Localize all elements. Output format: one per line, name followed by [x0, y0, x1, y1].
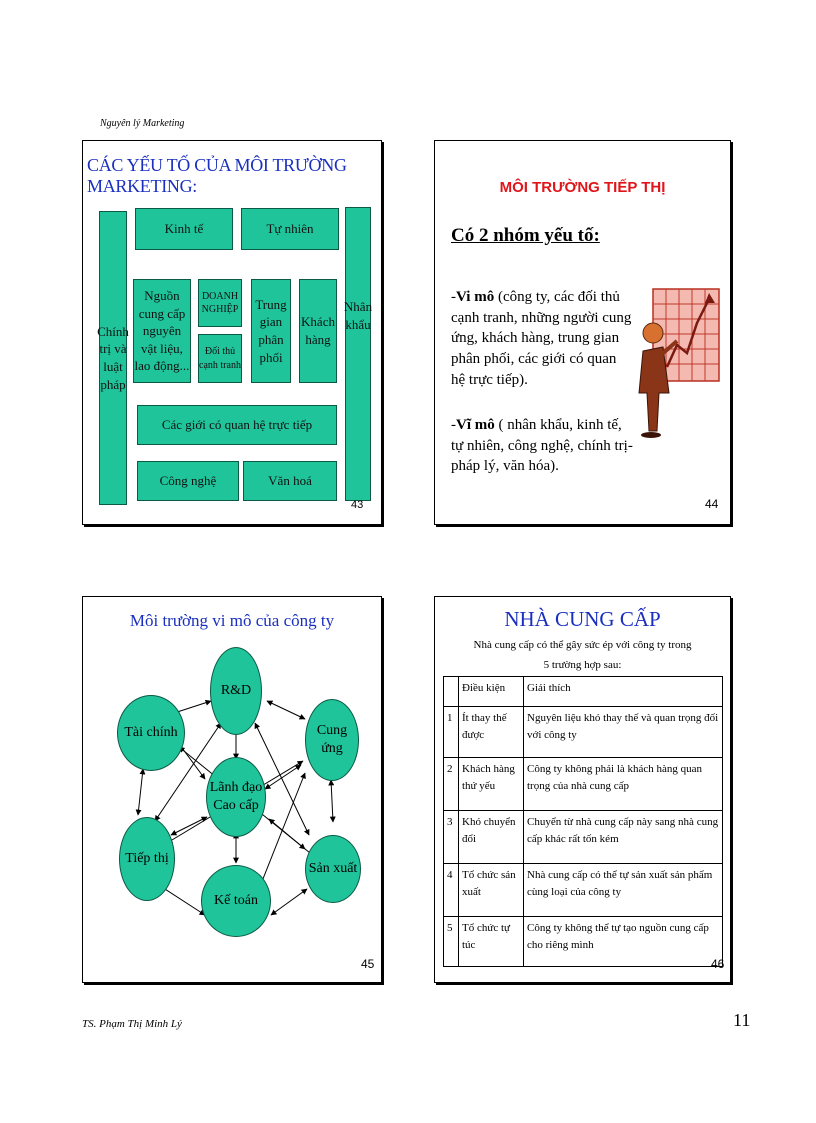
label-macro: Vĩ mô [456, 417, 495, 433]
table-cell: 3 [444, 811, 459, 864]
box-technology: Công nghệ [137, 461, 239, 501]
page-header: Nguyên lý Marketing [100, 118, 185, 129]
header-cell: Điều kiện [459, 677, 524, 707]
box-nature: Tự nhiên [241, 208, 339, 250]
page-number: 11 [733, 1010, 751, 1030]
slide-suppliers [434, 596, 731, 983]
label-micro: Vi mô [456, 289, 495, 305]
slide-marketing-environment-factors [82, 140, 382, 525]
table-row [444, 864, 723, 917]
slide-title: NHÀ CUNG CẤP [504, 607, 661, 631]
table-cell: Công ty không thể tự tạo nguồn cung cấp cho riêng mình [524, 917, 723, 967]
text-macro: ( nhân khẩu, kinh tế, tự nhiên, công nghệ, chính trị- pháp lý, văn hóa). [451, 417, 633, 475]
table-cell: Khách hàng thứ yếu [459, 758, 524, 811]
table-cell: Chuyển từ nhà cung cấp này sang nhà cung cấp khác rất tốn kém [524, 811, 723, 864]
box-intermediaries: Trung gian phân phối [251, 279, 291, 383]
table-header-row [444, 677, 723, 707]
supplier-conditions-table [443, 676, 723, 967]
node-supply: Cung ứng [305, 699, 359, 781]
node-production: Sản xuất [305, 835, 361, 903]
table-cell: Tổ chức sản xuất [459, 864, 524, 917]
text-micro: (công ty, các đối thủ cạnh tranh, những người cung ứng, khách hàng, trung gian phân phối, các giới có quan hệ trực tiếp). [451, 289, 632, 388]
node-top-management: Lãnh đạo Cao cấp [206, 757, 266, 837]
node-finance: Tài chính [117, 695, 185, 771]
table-cell: Tổ chức tự túc [459, 917, 524, 967]
table-row [444, 707, 723, 758]
table-cell: 5 [444, 917, 459, 967]
slide-marketing-environment [434, 140, 731, 525]
table-cell: Nhà cung cấp có thể tự sản xuất sản phẩm cùng loại của công ty [524, 864, 723, 917]
page-footer: TS. Phạm Thị Minh Lý [82, 1018, 182, 1030]
node-marketing: Tiếp thị [119, 817, 175, 901]
table-cell: 4 [444, 864, 459, 917]
table-row [444, 917, 723, 967]
slide-number: 44 [705, 497, 719, 511]
header-cell: Giải thích [524, 677, 723, 707]
paragraph-macro: -Vĩ mô ( nhân khẩu, kinh tế, tự nhiên, công nghệ, chính trị- pháp lý, văn hóa). [451, 417, 633, 475]
table-cell: Ít thay thế được [459, 707, 524, 758]
slide-title: Môi trường vi mô của công ty [129, 611, 335, 630]
slide-number: 45 [361, 957, 375, 971]
paragraph-micro: -Vi mô (công ty, các đối thủ cạnh tranh, những người cung ứng, khách hàng, trung gian phân phối, các giới có quan hệ trực tiếp). [451, 289, 632, 388]
table-cell: 2 [444, 758, 459, 811]
table-cell: Khó chuyển đổi [459, 811, 524, 864]
slide-title: MÔI TRƯỜNG TIẾP THỊ [499, 179, 666, 196]
presenter-chart-illustration [633, 281, 725, 441]
box-suppliers: Nguồn cung cấp nguyên vật liệu, lao động... [133, 279, 191, 383]
box-competitors: Đối thủ cạnh tranh [198, 334, 242, 383]
box-culture: Văn hoá [243, 461, 337, 501]
node-accounting: Kế toán [201, 865, 271, 937]
slide-title: CÁC YẾU TỐ CỦA MÔI TRƯỜNG MARKETING: [87, 155, 347, 196]
slide-company-micro-environment [82, 596, 382, 983]
box-publics: Các giới có quan hệ trực tiếp [137, 405, 337, 445]
slide-subtitle-line1: Nhà cung cấp có thể gây sức ép với công ty trong [473, 639, 692, 651]
slide-subtitle-line2: 5 trường hợp sau: [543, 659, 622, 671]
box-enterprise: DOANH NGHIỆP [198, 279, 242, 327]
table-cell: Công ty không phải là khách hàng quan trọng của nhà cung cấp [524, 758, 723, 811]
slide-subtitle: Có 2 nhóm yếu tố: [451, 225, 600, 246]
box-economy: Kinh tế [135, 208, 233, 250]
header-cell [444, 677, 459, 707]
slide-number: 43 [351, 499, 364, 511]
box-politics-law: Chính trị và luật pháp [99, 211, 127, 505]
table-row [444, 811, 723, 864]
table-cell: Nguyên liệu khó thay thế và quan trọng đối với công ty [524, 707, 723, 758]
table-cell: 1 [444, 707, 459, 758]
table-row [444, 758, 723, 811]
node-rd: R&D [210, 647, 262, 735]
box-customers: Khách hàng [299, 279, 337, 383]
box-demographics: Nhân khẩu [345, 207, 371, 501]
slide-number: 46 [711, 957, 725, 971]
